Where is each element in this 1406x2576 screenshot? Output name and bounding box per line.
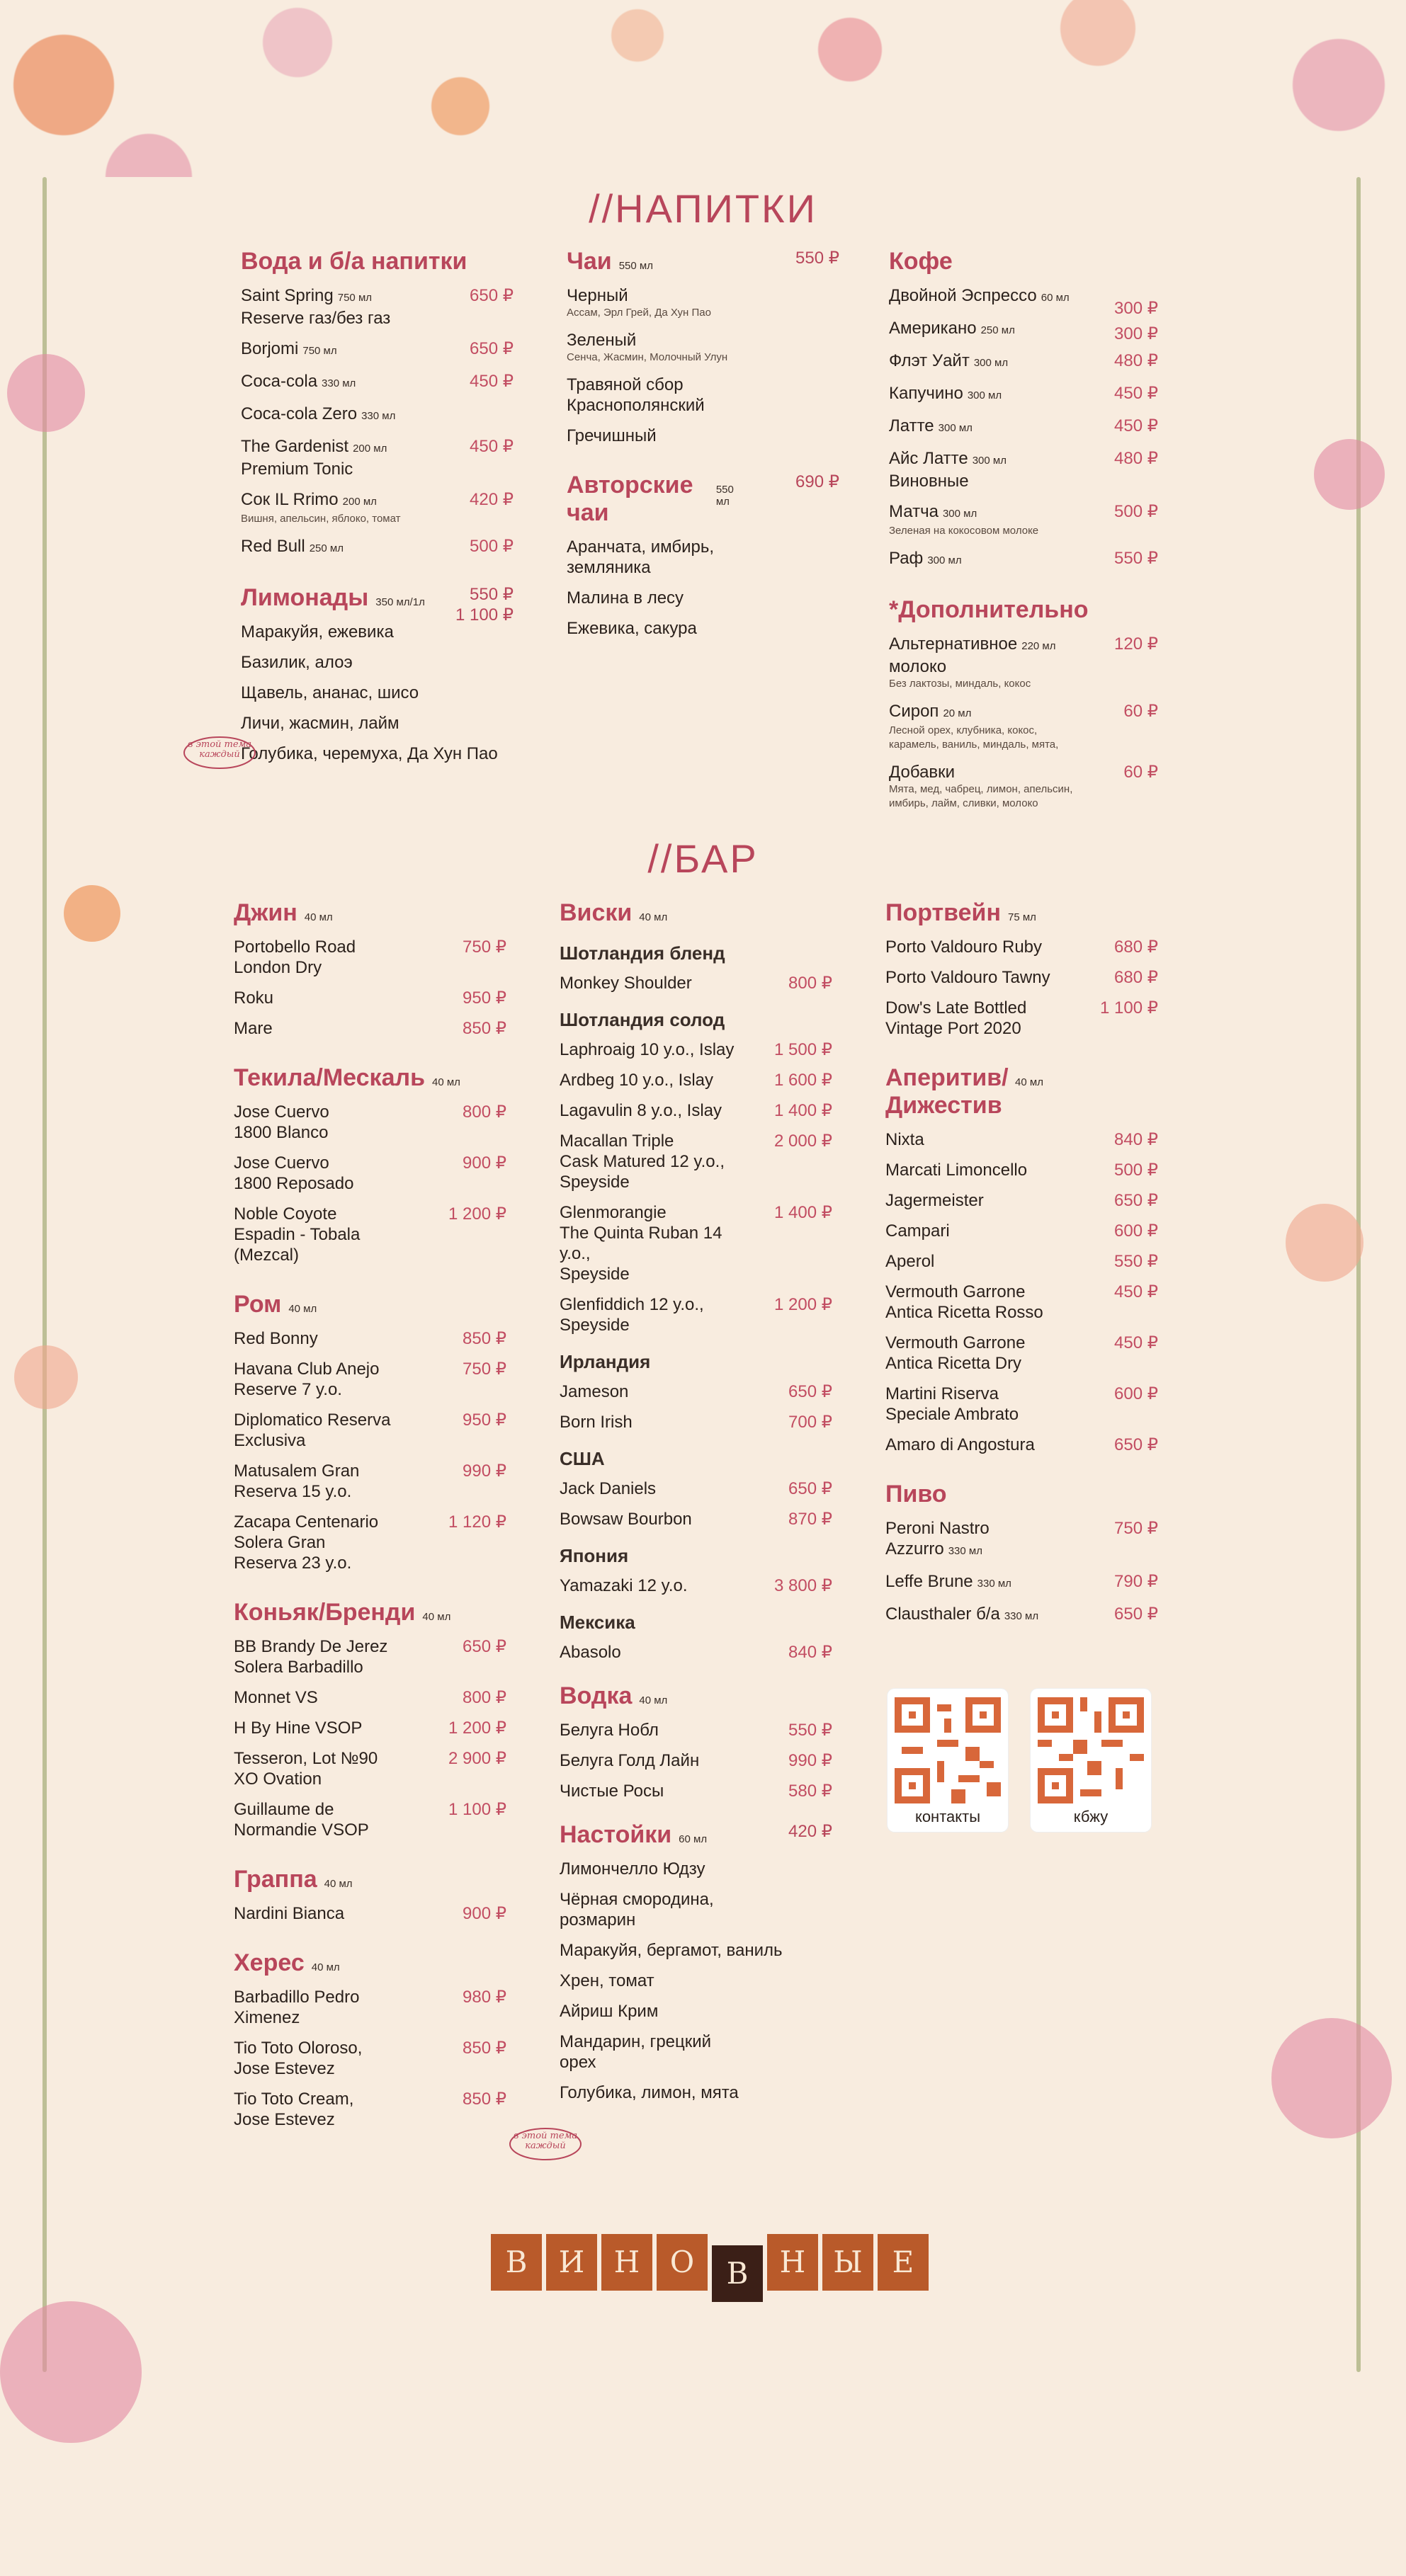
stamp-icon: в этой тема каждый [181,733,259,773]
whisky-group [560,899,832,1663]
teas-group [567,248,839,446]
menu-item: Nixta 840 ₽ [885,1130,1158,1149]
menu-item: Базилик, алоэ [241,653,353,672]
rum-group [234,1291,506,1573]
menu-item: Campari 600 ₽ [885,1221,1158,1241]
menu-item: Jack Daniels 650 ₽ [560,1479,832,1498]
menu-item: Лимончелло Юдзу [560,1859,705,1879]
menu-item: Lagavulin 8 y.o., Islay 1 400 ₽ [560,1101,832,1120]
brand-logo: В И Н О В Н Ы Е [491,2234,929,2291]
menu-item: Капучино 300 мл 450 ₽ [889,384,1158,403]
menu-item: Laphroaig 10 y.o., Islay 1 500 ₽ [560,1040,832,1059]
menu-item: Голубика, лимон, мята [560,2083,739,2102]
menu-item: Born Irish 700 ₽ [560,1413,832,1432]
coffee-group [889,248,1158,571]
author-teas-group [567,472,839,639]
menu-item: Portobello Road London Dry 750 ₽ [234,937,506,977]
sherry-title: Херес 40 мл [234,1949,340,1976]
menu-item: Черный Ассам, Эрл Грей, Да Хун Пао [567,286,711,319]
port-title: Портвейн 75 мл [885,899,1036,926]
qr-code-icon [895,1697,1001,1803]
menu-item: Yamazaki 12 y.o. 3 800 ₽ [560,1576,832,1595]
water-title: Вода и б/а напитки [241,248,467,275]
menu-item: Двойной Эспрессо 60 мл 300 ₽ [889,286,1158,318]
menu-item: Dow's Late Bottled Vintage Port 2020 1 100 ₽ [885,998,1158,1038]
menu-item: Добавки Мята, мед, чабрец, лимон, апельсин, имбирь, лайм, сливки, молоко 60 ₽ [889,763,1158,809]
menu-item: Раф 300 мл 550 ₽ [889,549,1158,568]
menu-item: Сок IL Rrimo 200 мл Вишня, апельсин, яблоко, томат 420 ₽ [241,490,514,525]
menu-item: Coca-cola Zero 330 мл [241,404,396,423]
menu-item: Малина в лесу [567,588,684,608]
whisky-subtitle: Шотландия солод [560,1009,725,1030]
gin-group [234,899,506,1039]
water-group [241,248,514,559]
menu-item: Saint Spring 750 мл Reserve газ/без газ 650 ₽ [241,286,514,328]
menu-item: Щавель, ананас, шисо [241,683,419,702]
menu-item: Nardini Bianca 900 ₽ [234,1904,506,1923]
menu-item: Маракуйя, ежевика [241,622,394,642]
menu-item: Чистые Росы 580 ₽ [560,1782,832,1801]
menu-item: Macallan Triple Cask Matured 12 y.o., Speyside 2 000 ₽ [560,1132,832,1192]
tequila-group [234,1064,506,1265]
aperitif-group [885,1064,1158,1455]
menu-item: Травяной сбор Краснополянский [567,375,705,415]
menu-item: Peroni Nastro Azzurro 330 мл 750 ₽ [885,1519,1158,1558]
menu-item: Borjomi 750 мл 650 ₽ [241,339,514,358]
menu-item: Матча 300 мл Зеленая на кокосовом молоке 500 ₽ [889,502,1158,537]
menu-item: Clausthaler б/а 330 мл 650 ₽ [885,1605,1158,1624]
beer-group [885,1481,1158,1626]
menu-item: Айс Латте 300 мл Виновные 480 ₽ [889,449,1158,491]
menu-item: Matusalem Gran Reserva 15 y.o. 990 ₽ [234,1461,506,1501]
menu-item: Альтернативное 220 мл молоко Без лактозы, миндаль, кокос 120 ₽ [889,634,1158,690]
tinctures-group [560,1821,832,2103]
menu-item: Zacapa Centenario Solera Gran Reserva 23 y.o. 1 120 ₽ [234,1512,506,1573]
menu-item: Diplomatico Reserva Exclusiva 950 ₽ [234,1410,506,1450]
whisky-title: Виски 40 мл [560,899,668,926]
menu-item: Coca-cola 330 мл 450 ₽ [241,372,514,391]
menu-item: Jose Cuervo 1800 Blanco 800 ₽ [234,1102,506,1142]
qr-nutrition[interactable]: кбжу [1031,1689,1151,1832]
teas-title: Чаи 550 мл 550 ₽ [567,248,839,275]
menu-item: Айриш Крим [560,2002,659,2021]
menu-item: Vermouth Garrone Antica Ricetta Rosso 450 ₽ [885,1282,1158,1322]
menu-item: Martini Riserva Speciale Ambrato 600 ₽ [885,1384,1158,1424]
menu-item: Abasolo 840 ₽ [560,1643,832,1662]
col-teas [567,248,839,664]
menu-item: Белуга Нобл 550 ₽ [560,1721,832,1740]
menu-item: Флэт Уайт 300 мл 480 ₽ [889,351,1158,370]
extras-group [889,596,1158,811]
tinctures-title: Настойки 60 мл 420 ₽ [560,1821,832,1848]
menu-item: Porto Valdouro Ruby 680 ₽ [885,937,1158,957]
menu-item: Зеленый Сенча, Жасмин, Молочный Улун [567,331,728,363]
menu-item: Porto Valdouro Tawny 680 ₽ [885,968,1158,987]
lemonades-group [241,584,514,764]
grappa-group [234,1866,506,1924]
qr-contacts[interactable]: контакты [888,1689,1008,1832]
menu-item: Tesseron, Lot №90 XO Ovation 2 900 ₽ [234,1749,506,1789]
menu-item: Aperol 550 ₽ [885,1252,1158,1271]
menu-item: Мандарин, грецкий орех [560,2032,712,2072]
extras-title: *Дополнительно [889,596,1089,623]
menu-item: Glenfiddich 12 y.o., Speyside 1 200 ₽ [560,1295,832,1335]
menu-item: Маракуйя, бергамот, ваниль [560,1941,783,1960]
vodka-title: Водка 40 мл [560,1682,668,1709]
menu-item: Личи, жасмин, лайм [241,714,399,733]
menu-item: Jose Cuervo 1800 Reposado 900 ₽ [234,1153,506,1193]
menu-item: Barbadillo Pedro Ximenez 980 ₽ [234,1988,506,2027]
col-bar-3 [885,899,1158,1652]
menu-item: Jagermeister 650 ₽ [885,1191,1158,1210]
coffee-title: Кофе [889,248,953,275]
whisky-subtitle: Япония [560,1545,629,1566]
menu-item: Чёрная смородина, розмарин [560,1890,714,1930]
menu-item: Monnet VS 800 ₽ [234,1688,506,1707]
menu-item: Jameson 650 ₽ [560,1382,832,1401]
menu-item: Red Bull 250 мл 500 ₽ [241,537,514,556]
drinks-title: //НАПИТКИ [589,186,817,231]
menu-item: Amaro di Angostura 650 ₽ [885,1435,1158,1454]
sherry-group [234,1949,506,2130]
whisky-subtitle: Мексика [560,1612,635,1633]
bar-title: //БАР [647,836,759,881]
menu-item: Bowsaw Bourbon 870 ₽ [560,1510,832,1529]
rum-title: Ром 40 мл [234,1291,317,1318]
col-coffee [889,248,1158,836]
author-teas-title: Авторские чаи 550 мл 690 ₽ [567,472,839,526]
beer-title: Пиво [885,1481,947,1508]
menu-item: Noble Coyote Espadin - Tobala (Mezcal) 1 200 ₽ [234,1204,506,1265]
menu-item: Glenmorangie The Quinta Ruban 14 y.o., Speyside 1 400 ₽ [560,1203,832,1284]
qr-code-icon [1038,1697,1144,1803]
menu-item: Сироп 20 мл Лесной орех, клубника, кокос, карамель, ваниль, миндаль, мята, 60 ₽ [889,702,1158,751]
col-water [241,248,514,790]
menu-item: Mare 850 ₽ [234,1019,506,1038]
menu-item: Roku 950 ₽ [234,988,506,1008]
menu-item: Хрен, томат [560,1971,654,1990]
menu-item: Американо 250 мл 300 ₽ [889,319,1158,343]
menu-item: H By Hine VSOP 1 200 ₽ [234,1719,506,1738]
aperitif-title: Аперитив/ 40 мл Дижестив [885,1064,1043,1119]
menu-item: Tio Toto Cream, Jose Estevez 850 ₽ [234,2090,506,2129]
menu-item: Marcati Limoncello 500 ₽ [885,1161,1158,1180]
menu-item: Havana Club Anejo Reserve 7 y.o. 750 ₽ [234,1360,506,1399]
tequila-title: Текила/Мескаль 40 мл [234,1064,460,1091]
grappa-title: Граппа 40 мл [234,1866,353,1893]
menu-item: Ardbeg 10 y.o., Islay 1 600 ₽ [560,1071,832,1090]
lemonades-title: Лимонады 350 мл/1л 550 ₽ 1 100 ₽ [241,584,514,625]
col-bar-1 [234,899,506,2155]
menu-item: Vermouth Garrone Antica Ricetta Dry 450 ₽ [885,1333,1158,1373]
port-group [885,899,1158,1039]
menu-item: The Gardenist 200 мл Premium Tonic 450 ₽ [241,437,514,479]
menu-item: Аранчата, имбирь, земляника [567,537,714,577]
vodka-group [560,1682,832,1801]
menu-item: Голубика, черемуха, Да Хун Пао [241,744,498,763]
gin-title: Джин 40 мл [234,899,333,926]
menu-item: BB Brandy De Jerez Solera Barbadillo 650 ₽ [234,1637,506,1677]
whisky-subtitle: США [560,1448,605,1469]
col-bar-2 [560,899,832,2128]
menu-item: Guillaume de Normandie VSOP 1 100 ₽ [234,1800,506,1840]
menu-item: Ежевика, сакура [567,619,697,638]
menu-item: Латте 300 мл 450 ₽ [889,416,1158,435]
whisky-subtitle: Ирландия [560,1351,651,1372]
menu-item: Red Bonny 850 ₽ [234,1329,506,1348]
menu-item: Leffe Brune 330 мл 790 ₽ [885,1572,1158,1591]
menu-item: Белуга Голд Лайн 990 ₽ [560,1751,832,1770]
menu-item: Tio Toto Oloroso, Jose Estevez 850 ₽ [234,2039,506,2078]
menu-item: Гречишный [567,426,657,445]
cognac-title: Коньяк/Бренди 40 мл [234,1599,451,1626]
cognac-group [234,1599,506,1840]
stamp-icon: в этой тема каждый [506,2124,584,2164]
whisky-subtitle: Шотландия бленд [560,942,725,964]
menu-item: Monkey Shoulder 800 ₽ [560,974,832,993]
